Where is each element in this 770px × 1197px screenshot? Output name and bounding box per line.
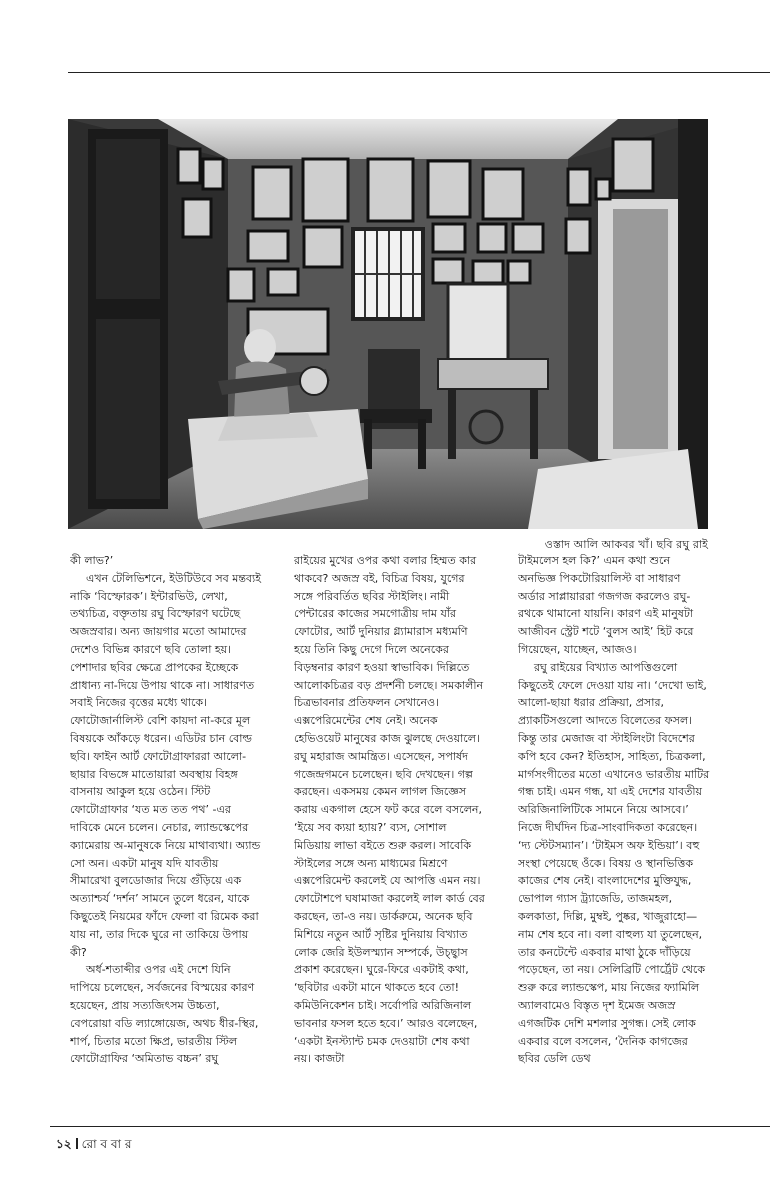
page-footer	[56, 1136, 131, 1156]
magazine-name: রো ব বা র	[81, 1137, 132, 1151]
musician-room-photo	[68, 119, 708, 529]
paragraph: কী লাভ?’	[70, 554, 114, 567]
paragraph: টাইমলেস হল কি?’ এমন কথা শুনে অনভিজ্ঞ পিকটোরিয়ালিস্ট বা সাধারণ অর্ডার সাপ্লায়াররা গজগজ করলেও রঘু-রথকে থামানো যায়নি। কারণ এই মানুষটা আজীবন স্ট্রেট শটে ‘বুলস আই’ হিট করে গিয়েছেন, যাচ্ছেন, আজও।	[518, 554, 694, 656]
bottom-rule	[50, 1126, 770, 1127]
top-rule	[68, 72, 770, 73]
paragraph: রাইয়ের মুখের ওপর কথা বলার হিম্মত কার থাকবে? অজস্র বই, বিচিত্র বিষয়, যুগের সঙ্গে পরিবর্তিত ছবির স্টাইলিং। নামী পেন্টারের কাজের সমগোত্রীয় দাম যাঁর ফোটোর, আর্ট দুনিয়ার গ্ল্যামারাস মধ্যমণি হয়ে তিনি কিছু দেগে দিলে অনেকের বিড়ম্বনার কারণ হওয়া স্বাভাবিক। দিল্লিতে আলোকচিত্রর বড় প্রদর্শনী চলছে। সমকালীন চিত্রভাবনার প্রতিফলন সেখানেও। এক্সপেরিমেন্টের শেষ নেই। অনেক হেভিওয়েট মানুষের কাজ ঝুলছে দেওয়ালে। রঘু মহারাজ আমন্ত্রিত। এসেছেন, সপার্ষদ গজেন্দ্রগমনে চলেছেন। ছবি দেখছেন। গল্প করছেন। একসময় কেমন লাগল জিজ্ঞেস করায় একগাল হেসে ফট করে বলে বসলেন, ‘ইয়ে সব ক্যয়া হ্যায়?’ ব্যস, সোশাল মিডিয়ায় লাভা বইতে শুরু করল। সাবেকি স্টাইলের সঙ্গে অন্য মাধ্যমের মিশ্রণে এক্সপেরিমেন্ট করলেই যে আপত্তি এমন নয়। ফোটোশপে ঘষামাজা করলেই লাল কার্ড বের করছেন, তা-ও নয়। ডার্করুমে, অনেক ছবি মিশিয়ে নতুন আর্ট সৃষ্টির দুনিয়ায় বিখ্যাত লোক জেরি ইউলস্ম্যান সম্পর্কে, উচ্ছ্বাস প্রকাশ করেছেন। ঘুরে-ফিরে একটাই কথা, ‘ছবিটার একটা মানে থাকতে হবে তো! কমিউনিকেশন চাই। সর্বোপরি অরিজিনাল ভাবনার ফসল হতে হবে।’ আরও বলেছেন, ‘একটা ইনস্ট্যান্ট চমক দেওয়াটা শেষ কথা নয়। কাজটা	[294, 554, 485, 1066]
page-number: ১২	[56, 1137, 72, 1151]
column-1	[70, 552, 262, 1122]
feature-photo	[68, 119, 708, 529]
photo-caption: ওস্তাদ আলি আকবর খাঁ। ছবি রঘু রাই	[544, 538, 708, 551]
paragraph: রঘু রাইয়ের বিখ্যাত আপত্তিগুলো কিছুতেই ফেলে দেওয়া যায় না। ‘দেখো ভাই, আলো-ছায়া ধরার প্রক্রিয়া, প্রসার, প্র্যাকটিসগুলো আদতে বিলেতের ফসল। কিন্তু তার মেজাজ বা স্টাইলিংটা বিদেশের কপি হবে কেন? ইতিহাস, সাহিত্য, চিত্রকলা, মার্গসংগীতের মতো এখানেও ভারতীয় মাটির গন্ধ চাই। এমন গন্ধ, যা এই দেশের যাবতীয় অরিজিনালিটিকে সামনে নিয়ে আসবে।’ নিজে দীর্ঘদিন চিত্র-সাংবাদিকতা করেছেন। ‘দ্য স্টেটসম্যান’। ‘টাইমস অফ ইন্ডিয়া’। বহু সংস্থা পেয়েছে ওঁকে। বিষয় ও স্থানভিত্তিক কাজের শেষ নেই। বাংলাদেশের মুক্তিযুদ্ধ, ভোপাল গ্যাস ট্র্যাজেডি, তাজমহল, কলকাতা, দিল্লি, মুম্বই, পুষ্কর, খাজুরাহো— নাম শেষ হবে না। বলা বাহুল্য যা তুলেছেন, তার কনটেন্টে একবার মাথা ঠুকে দাঁড়িয়ে পড়েছেন, তা নয়। সেলিব্রিটি পোর্ট্রেট থেকে শুরু করে ল্যান্ডস্কেপ, মায় নিজের ফ্যামিলি অ্যালবামেও বিস্তৃত দৃশ ইমেজ অজস্র এগজটিক দেশি মশলার সুগন্ধ। সেই লোক একবার বলে বসলেন, ‘দৈনিক কাগজের ছবির ডেলি ডেথ	[518, 660, 710, 1066]
paragraph: অর্ধ-শতাব্দীর ওপর এই দেশে যিনি দাপিয়ে চলেছেন, সর্বজনের বিস্ময়ের কারণ হয়েছেন, প্রায় সত্যজিৎসম উচ্চতা, বেপরোয়া বডি ল্যাঙ্গোয়েজ, অথচ ধীর-স্থির, শার্প, চিতার মতো ক্ষিপ্র, ভারতীয় স্টিল ফোটোগ্রাফির ‘অমিতাভ বচ্চন’ রঘু	[70, 963, 259, 1066]
paragraph: এখন টেলিভিশনে, ইউটিউবে সব মন্তব্যই নাকি ‘বিস্ফোরক’। ইন্টারভিউ, লেখা, তথ্যচিত্র, বক্তৃতায় রঘু বিস্ফোরণ ঘটেছে অজস্রবার। অন্য জায়গার মতো আমাদের দেশেও বিভিন্ন কারণে ছবি তোলা হয়। পেশাদার ছবির ক্ষেত্রে প্রাপকের ইচ্ছেকে প্রাধান্য না-দিয়ে উপায় থাকে না। সাধারণত সবাই নিজের বৃত্তের মধ্যে থাকে। ফোটোজার্নালিস্ট বেশি কায়দা না-করে মূল বিষয়কে আঁকড়ে ধরেন। এডিটর চান বোল্ড ছবি। ফাইন আর্ট ফোটোগ্রাফাররা আলো-ছায়ার বিভঙ্গে মাতোয়ারা অবস্থায় বিহঙ্গ বাসনায় আকুল হয়ে ওঠেন। স্টিট ফোটোগ্রাফার ‘যত মত তত পথ’ -এর দাবিকে মেনে চলেন। নেচার, ল্যান্ডস্কেপের ক্যামেরায় অ-মানুষকে নিয়ে মাথাব্যথা। অ্যান্ড সো অন। একটা মানুষ যদি যাবতীয় সীমারেখা বুলডোজার দিয়ে গুঁড়িয়ে এক অত্যাশ্চর্য ‘দর্শন’ সামনে তুলে ধরেন, যাকে কিছুতেই নিয়মের ফাঁদে ফেলা বা রিমেক করা যায় না, তার দিকে ঘুরে না তাকিয়ে উপায় কী?	[70, 571, 261, 959]
article-body	[70, 552, 710, 1122]
footer-divider	[76, 1138, 78, 1149]
column-3	[518, 552, 710, 1122]
column-2	[294, 552, 486, 1122]
